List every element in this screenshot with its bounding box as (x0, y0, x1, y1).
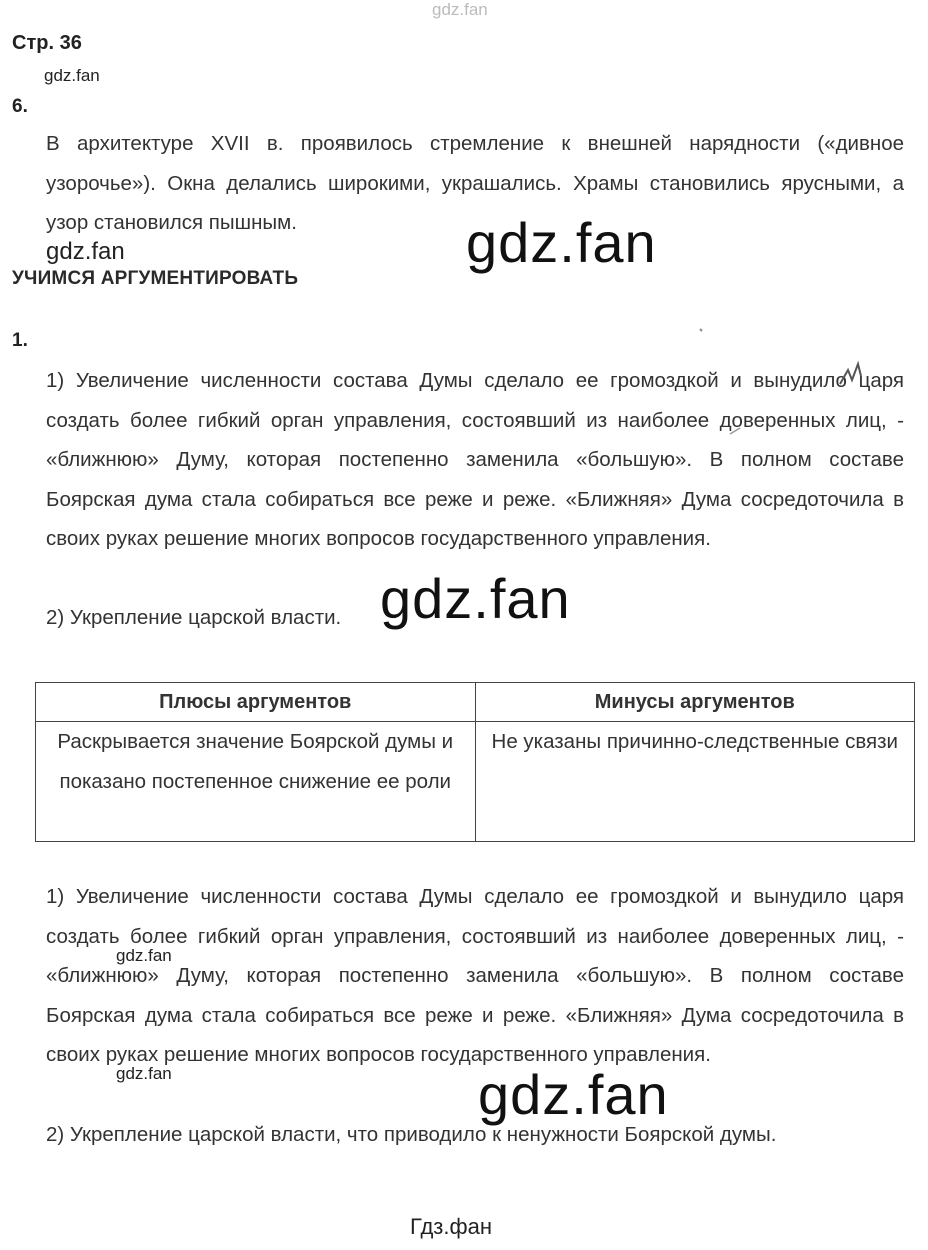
table-row (36, 722, 915, 842)
watermark-small: gdz.fan (116, 1064, 172, 1083)
revised-argument-1: 1) Увеличение численности состава Думы сделало ее громоздкой и вынудило царя создать более гибкий орган управления, состоявший из наиболее доверенных лиц, - «ближнюю» Думу, которая постепенно заменила «большую». В полном составе Боярская дума стала собираться все реже и реже. «Ближняя» Дума сосредоточила в своих руках решение многих вопросов государственного управления. (46, 885, 904, 1066)
task-6-number: 6. (12, 96, 28, 117)
arguments-table (35, 682, 915, 842)
watermark-small: gdz.fan (44, 66, 100, 85)
task-1-argument-1: 1) Увеличение численности состава Думы сделало ее громоздкой и вынудило царя создать более гибкий орган управления, состоявший из наиболее доверенных лиц, - «ближнюю» Думу, которая постепенно заменила «большую». В полном составе Боярская дума стала собираться все реже и реже. «Ближняя» Дума сосредоточила в своих руках решение многих вопросов государственного управления. (46, 369, 904, 550)
pen-scribble (690, 324, 910, 444)
table-header-pros: Плюсы аргументов (36, 683, 476, 722)
table-cell-cons: Не указаны причинно-следственные связи (475, 722, 915, 842)
watermark-small: gdz.fan (46, 238, 125, 265)
watermark-big: gdz.fan (380, 567, 571, 630)
table-header-cons: Минусы аргументов (475, 683, 915, 722)
watermark-big: gdz.fan (478, 1063, 669, 1126)
task-1-argument-2: 2) Укрепление царской власти. (46, 606, 342, 629)
watermark-big: gdz.fan (466, 211, 657, 274)
section-heading: УЧИМСЯ АРГУМЕНТИРОВАТЬ (12, 268, 299, 289)
footer-watermark: Гдз.фан (410, 1214, 492, 1239)
task-1-number: 1. (12, 330, 28, 351)
page-label: Стр. 36 (12, 32, 82, 54)
task-6-text: В архитектуре XVII в. проявилось стремление к внешней нарядности («дивное узорочье»). Окна делались широкими, украшались. Храмы становились ярусными, а узор становился пышным. (46, 132, 904, 234)
watermark-top: gdz.fan (432, 0, 488, 19)
watermark-small: gdz.fan (116, 946, 172, 965)
table-cell-pros: Раскрывается значение Боярской думы и показано постепенное снижение ее роли (36, 722, 476, 842)
revised-argument-2: 2) Укрепление царской власти, что приводило к ненужности Боярской думы. (46, 1123, 777, 1146)
